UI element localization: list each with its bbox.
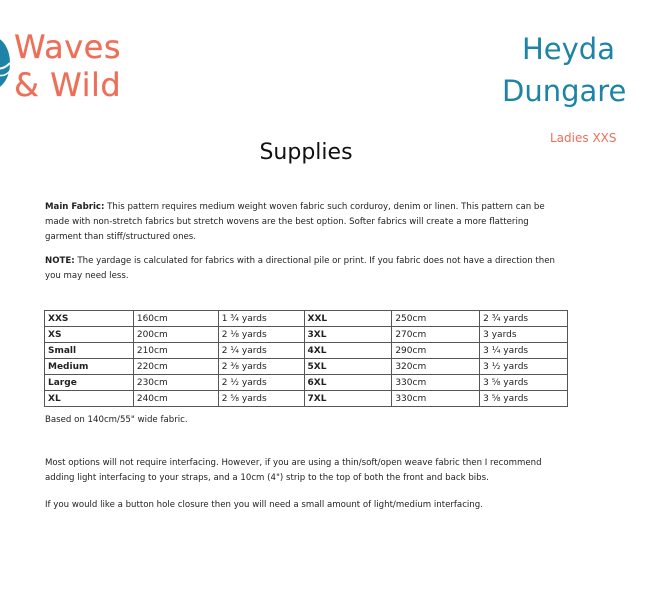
- length-cm-cell: 240cm: [133, 391, 218, 407]
- logo-text-waves: Waves: [14, 28, 121, 66]
- size-cell: Large: [45, 375, 134, 391]
- size-cell: XXL: [304, 311, 392, 327]
- length-yards-cell: 1 ¾ yards: [218, 311, 304, 327]
- table-row: [45, 311, 568, 327]
- length-yards-cell: 3 ⅝ yards: [480, 391, 568, 407]
- section-heading: Supplies: [259, 140, 353, 165]
- table-row: [45, 343, 568, 359]
- pattern-title-line1: Heyda: [522, 32, 615, 66]
- length-cm-cell: 220cm: [133, 359, 218, 375]
- size-cell: Medium: [45, 359, 134, 375]
- pattern-title-line2: Dungare: [502, 74, 627, 108]
- length-cm-cell: 290cm: [392, 343, 480, 359]
- table-row: [45, 375, 568, 391]
- size-cell: 5XL: [304, 359, 392, 375]
- length-cm-cell: 270cm: [392, 327, 480, 343]
- brand-logo: [0, 22, 148, 112]
- yardage-table: [44, 310, 568, 407]
- note-text: The yardage is calculated for fabrics with a directional pile or print. If you fabric does not have a direction then you may need less.: [45, 256, 555, 281]
- length-cm-cell: 200cm: [133, 327, 218, 343]
- size-cell: XXS: [45, 311, 134, 327]
- length-cm-cell: 230cm: [133, 375, 218, 391]
- length-yards-cell: 2 ⅛ yards: [218, 327, 304, 343]
- fabric-width-note: Based on 140cm/55" wide fabric.: [45, 415, 188, 425]
- size-cell: 7XL: [304, 391, 392, 407]
- table-row: [45, 391, 568, 407]
- length-cm-cell: 250cm: [392, 311, 480, 327]
- length-cm-cell: 210cm: [133, 343, 218, 359]
- length-yards-cell: 2 ⅝ yards: [218, 391, 304, 407]
- length-yards-cell: 3 ⅝ yards: [480, 375, 568, 391]
- main-fabric-paragraph: [45, 200, 565, 245]
- button-closure-paragraph: If you would like a button hole closure then you will need a small amount of light/medium interfacing.: [45, 500, 483, 510]
- length-yards-cell: 3 yards: [480, 327, 568, 343]
- size-cell: 3XL: [304, 327, 392, 343]
- size-range-label: Ladies XXS: [550, 131, 617, 145]
- length-yards-cell: 2 ¼ yards: [218, 343, 304, 359]
- length-yards-cell: 3 ¼ yards: [480, 343, 568, 359]
- length-yards-cell: 2 ½ yards: [218, 375, 304, 391]
- main-fabric-text: This pattern requires medium weight woven fabric such corduroy, denim or linen. This pattern can be made with non-stretch fabrics but stretch wovens are the best option. Softer fabrics will create a more flattering garment than stiff/structured ones.: [45, 202, 545, 242]
- length-cm-cell: 320cm: [392, 359, 480, 375]
- length-cm-cell: 330cm: [392, 375, 480, 391]
- logo-text-wild: & Wild: [14, 66, 122, 104]
- table-row: [45, 327, 568, 343]
- size-cell: Small: [45, 343, 134, 359]
- note-paragraph: [45, 254, 565, 284]
- length-cm-cell: 330cm: [392, 391, 480, 407]
- interfacing-paragraph: Most options will not require interfacing. However, if you are using a thin/soft/open weave fabric then I recommend adding light interfacing to your straps, and a 10cm (4") strip to the top of both the front and back bibs.: [45, 458, 542, 483]
- size-cell: XS: [45, 327, 134, 343]
- size-cell: 6XL: [304, 375, 392, 391]
- length-yards-cell: 2 ⅜ yards: [218, 359, 304, 375]
- length-yards-cell: 3 ½ yards: [480, 359, 568, 375]
- wave-globe-icon: [0, 37, 10, 89]
- length-yards-cell: 2 ¾ yards: [480, 311, 568, 327]
- size-cell: 4XL: [304, 343, 392, 359]
- table-row: [45, 359, 568, 375]
- size-cell: XL: [45, 391, 134, 407]
- note-label: NOTE:: [45, 256, 75, 266]
- main-fabric-label: Main Fabric:: [45, 202, 105, 212]
- length-cm-cell: 160cm: [133, 311, 218, 327]
